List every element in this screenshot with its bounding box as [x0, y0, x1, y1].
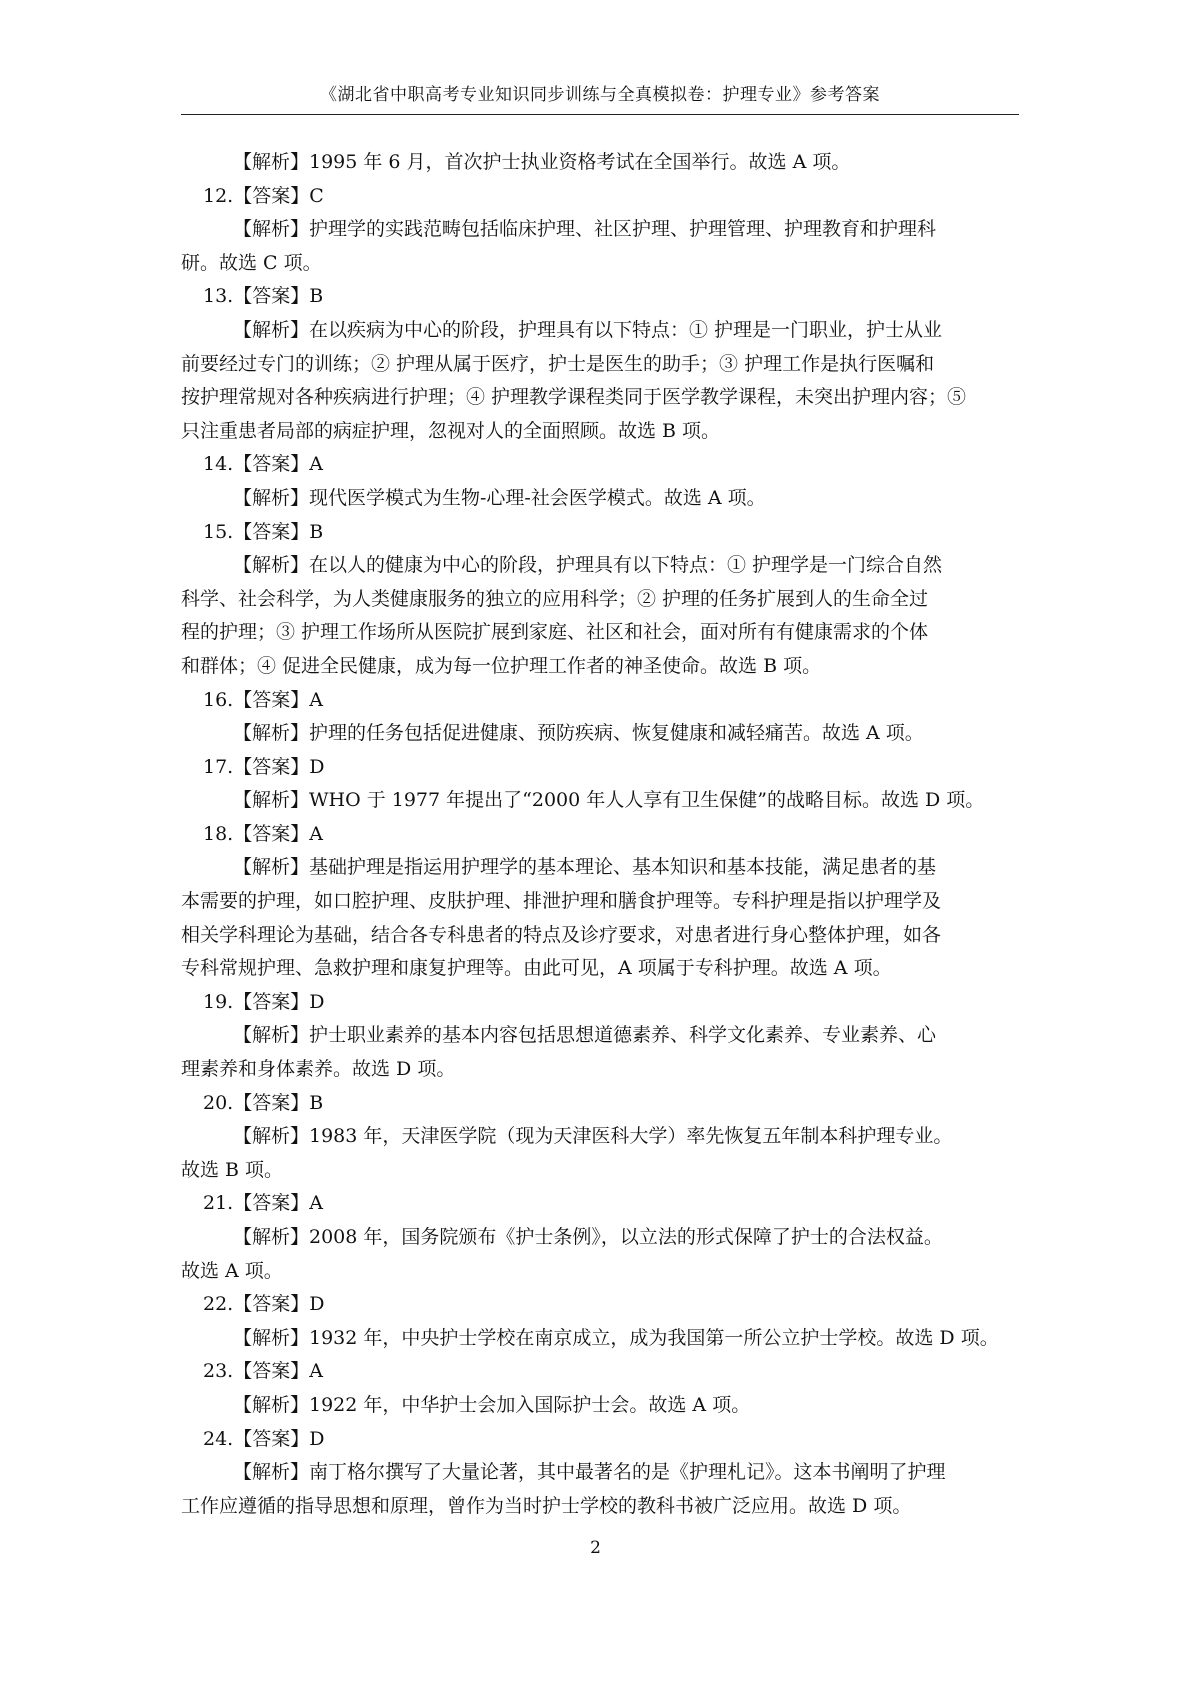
explanation-line: 【解析】1932 年，中央护士学校在南京成立，成为我国第一所公立护士学校。故选 D 项。	[233, 1326, 999, 1349]
continuation-line: 只注重患者局部的病症护理，忽视对人的全面照顾。故选 B 项。	[181, 419, 721, 442]
explanation-line: 【解析】1983 年，天津医学院（现为天津医科大学）率先恢复五年制本科护理专业。	[233, 1125, 953, 1148]
answer-line: 24.【答案】D	[203, 1427, 325, 1450]
answer-line: 18.【答案】A	[203, 822, 323, 845]
answer-line: 20.【答案】B	[203, 1091, 324, 1114]
explanation-line: 【解析】护理学的实践范畴包括临床护理、社区护理、护理管理、护理教育和护理科	[233, 218, 937, 241]
answer-line: 15.【答案】B	[203, 520, 324, 543]
explanation-line: 【解析】WHO 于 1977 年提出了“2000 年人人享有卫生保健”的战略目标。故选 D 项。	[233, 789, 985, 812]
continuation-line: 相关学科理论为基础，结合各专科患者的特点及诊疗要求，对患者进行身心整体护理，如各	[181, 923, 942, 946]
answer-line: 19.【答案】D	[203, 990, 325, 1013]
answer-content	[181, 146, 1019, 1523]
header-title: 《湖北省中职高考专业知识同步训练与全真模拟卷：护理专业》参考答案	[320, 85, 880, 105]
continuation-line: 程的护理；③ 护理工作场所从医院扩展到家庭、社区和社会，面对所有有健康需求的个体	[181, 621, 929, 644]
explanation-line: 【解析】2008 年，国务院颁布《护士条例》，以立法的形式保障了护士的合法权益。	[233, 1226, 943, 1248]
answer-line: 21.【答案】A	[203, 1192, 323, 1215]
answer-line: 17.【答案】D	[203, 755, 325, 778]
continuation-line: 专科常规护理、急救护理和康复护理等。由此可见，A 项属于专科护理。故选 A 项。	[181, 957, 892, 980]
continuation-line: 本需要的护理，如口腔护理、皮肤护理、排泄护理和膳食护理等。专科护理是指以护理学及	[181, 890, 942, 913]
page-header	[181, 82, 1019, 115]
explanation-line: 【解析】在以人的健康为中心的阶段，护理具有以下特点：① 护理学是一门综合自然	[233, 554, 943, 577]
explanation-line: 【解析】南丁格尔撰写了大量论著，其中最著名的是《护理札记》。这本书阐明了护理	[233, 1461, 946, 1484]
explanation-line: 【解析】护士职业素养的基本内容包括思想道德素养、科学文化素养、专业素养、心	[233, 1024, 937, 1047]
answer-line: 13.【答案】B	[203, 285, 324, 308]
explanation-line: 【解析】基础护理是指运用护理学的基本理论、基本知识和基本技能，满足患者的基	[233, 856, 937, 879]
explanation-line: 【解析】现代医学模式为生物-心理-社会医学模式。故选 A 项。	[233, 486, 766, 509]
answer-line: 23.【答案】A	[203, 1360, 323, 1383]
continuation-line: 科学、社会科学，为人类健康服务的独立的应用科学；② 护理的任务扩展到人的生命全过	[181, 587, 929, 610]
answer-line: 14.【答案】A	[203, 453, 323, 476]
continuation-line: 工作应遵循的指导思想和原理，曾作为当时护士学校的教科书被广泛应用。故选 D 项。	[181, 1494, 912, 1517]
explanation-line: 【解析】1995 年 6 月，首次护士执业资格考试在全国举行。故选 A 项。	[233, 151, 851, 173]
answer-line: 12.【答案】C	[203, 184, 324, 207]
explanation-line: 【解析】护理的任务包括促进健康、预防疾病、恢复健康和减轻痛苦。故选 A 项。	[233, 722, 924, 745]
explanation-line: 【解析】在以疾病为中心的阶段，护理具有以下特点：① 护理是一门职业，护士从业	[233, 318, 943, 341]
continuation-line: 故选 B 项。	[181, 1158, 284, 1181]
continuation-line: 故选 A 项。	[181, 1259, 283, 1282]
continuation-line: 和群体；④ 促进全民健康，成为每一位护理工作者的神圣使命。故选 B 项。	[181, 654, 822, 677]
continuation-line: 前要经过专门的训练；② 护理从属于医疗，护士是医生的助手；③ 护理工作是执行医嘱和	[181, 352, 935, 375]
answer-line: 22.【答案】D	[203, 1293, 325, 1316]
continuation-line: 按护理常规对各种疾病进行护理；④ 护理教学课程类同于医学教学课程，未突出护理内容；⑤	[181, 386, 967, 409]
continuation-line: 研。故选 C 项。	[181, 251, 322, 274]
page-number: 2	[590, 1538, 601, 1558]
continuation-line: 理素养和身体素养。故选 D 项。	[181, 1058, 456, 1081]
answer-line: 16.【答案】A	[203, 688, 323, 711]
explanation-line: 【解析】1922 年，中华护士会加入国际护士会。故选 A 项。	[233, 1393, 751, 1416]
